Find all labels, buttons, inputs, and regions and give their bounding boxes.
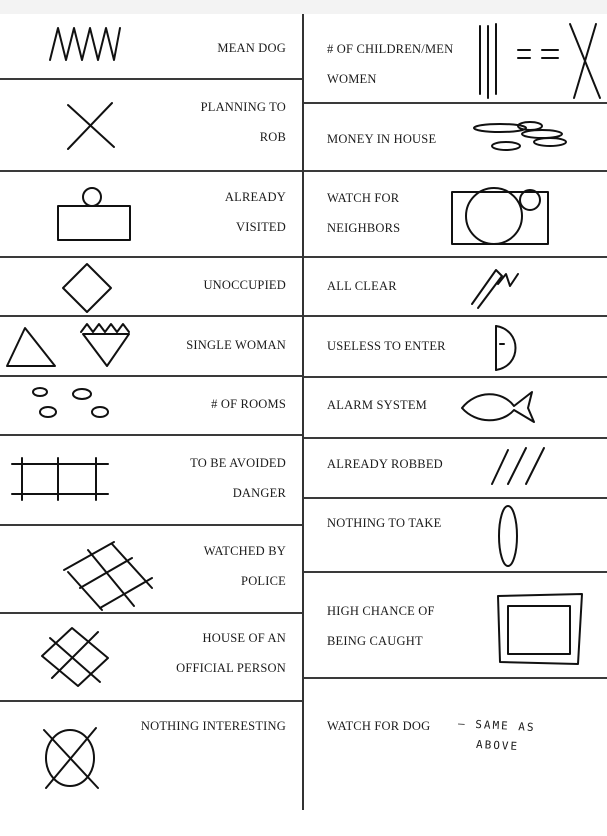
top-margin xyxy=(0,0,607,14)
row-divider xyxy=(304,102,607,104)
label-nothing-interesting: NOTHING INTERESTING xyxy=(140,719,286,733)
label-money-in-house: MONEY IN HOUSE xyxy=(327,132,437,146)
label-watched-by-police-2: POLICE xyxy=(241,574,286,588)
slashes-icon xyxy=(488,444,554,488)
row-divider xyxy=(304,677,607,679)
row-divider xyxy=(304,571,607,573)
label-alarm-system: ALARM SYSTEM xyxy=(327,398,427,412)
label-children-men-women-2: WOMEN xyxy=(327,72,377,86)
row-divider xyxy=(304,437,607,439)
row-divider xyxy=(304,256,607,258)
stacked-ovals-icon xyxy=(470,118,570,154)
handwritten-note-2: ABOVE xyxy=(475,737,520,754)
grid-icon xyxy=(60,540,156,614)
label-high-chance-caught-2: BEING CAUGHT xyxy=(327,634,423,648)
label-watch-for-dog: WATCH FOR DOG xyxy=(327,719,431,733)
label-useless-to-enter: USELESS TO ENTER xyxy=(327,339,446,353)
tilted-grid-icon xyxy=(38,624,114,690)
fish-icon xyxy=(458,386,538,426)
label-already-visited-2: VISITED xyxy=(235,220,286,234)
box-circles-icon xyxy=(446,180,554,250)
triangles-icon xyxy=(3,320,133,370)
label-already-visited-1: ALREADY xyxy=(224,190,286,204)
label-planning-to-rob-1: PLANNING TO xyxy=(200,100,286,114)
label-official-person-2: OFFICIAL PERSON xyxy=(176,661,286,675)
d-shape-icon xyxy=(490,322,524,374)
arrow-mark-icon xyxy=(466,264,522,310)
label-watch-for-neighbors-2: NEIGHBORS xyxy=(327,221,401,235)
column-divider xyxy=(302,14,304,810)
box-with-circle-icon xyxy=(54,186,134,244)
label-high-chance-caught-1: HIGH CHANCE OF xyxy=(327,604,435,618)
row-divider xyxy=(304,497,607,499)
label-all-clear: ALL CLEAR xyxy=(327,279,397,293)
nested-square-icon xyxy=(494,592,586,668)
row-divider xyxy=(0,375,302,377)
label-num-rooms: # OF ROOMS xyxy=(211,397,286,411)
label-mean-dog: MEAN DOG xyxy=(217,41,286,55)
label-nothing-to-take: NOTHING TO TAKE xyxy=(327,516,442,530)
label-official-person-1: HOUSE OF AN xyxy=(202,631,286,645)
label-watch-for-neighbors-1: WATCH FOR xyxy=(327,191,400,205)
row-divider xyxy=(0,78,302,80)
row-divider xyxy=(0,700,302,702)
label-single-woman: SINGLE WOMAN xyxy=(186,338,286,352)
double-box-icon xyxy=(10,456,110,502)
row-divider xyxy=(0,524,302,526)
label-already-robbed: ALREADY ROBBED xyxy=(327,457,443,471)
label-watched-by-police-1: WATCHED BY xyxy=(203,544,286,558)
label-planning-to-rob-2: ROB xyxy=(259,130,286,144)
row-divider xyxy=(0,434,302,436)
x-cross-icon xyxy=(64,101,118,151)
handwritten-note-1: – SAME AS xyxy=(457,716,536,735)
tall-oval-icon xyxy=(494,502,522,570)
zigzag-icon xyxy=(48,24,124,64)
row-divider xyxy=(304,315,607,317)
label-children-men-women-1: # OF CHILDREN/MEN xyxy=(327,42,454,56)
ovals-icon xyxy=(26,382,116,426)
label-to-be-avoided-1: TO BE AVOIDED xyxy=(190,456,286,470)
row-divider xyxy=(304,170,607,172)
diamond-icon xyxy=(60,261,114,315)
row-divider xyxy=(0,315,302,317)
tally-lines-icon xyxy=(476,20,604,102)
row-divider xyxy=(304,376,607,378)
row-divider xyxy=(0,170,302,172)
label-unoccupied: UNOCCUPIED xyxy=(203,278,286,292)
crossed-circle-icon xyxy=(38,724,104,792)
label-to-be-avoided-2: DANGER xyxy=(232,486,286,500)
row-divider xyxy=(0,256,302,258)
